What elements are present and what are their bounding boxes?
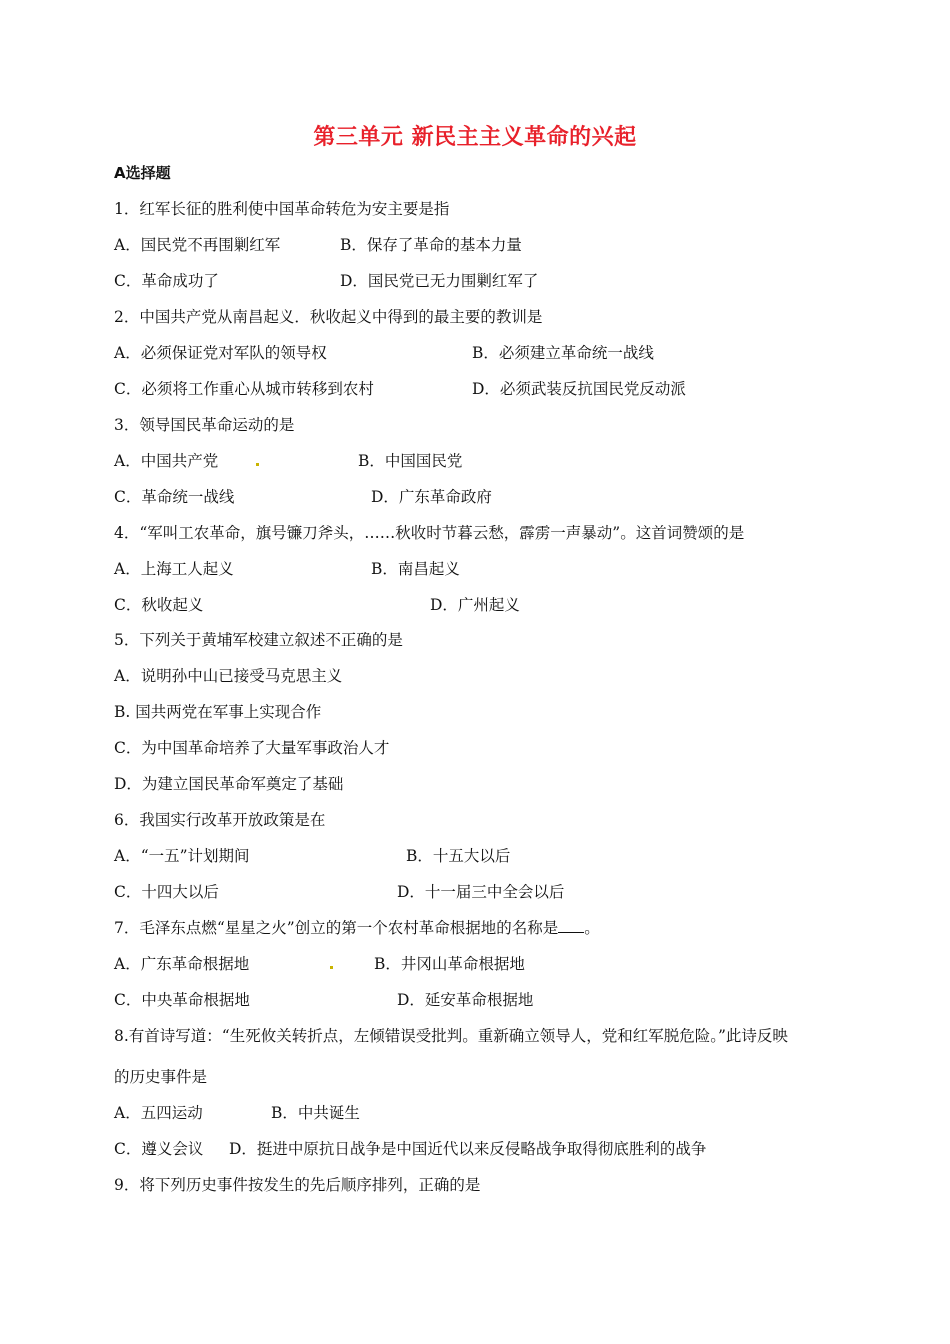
question-5-option-b: B. 国共两党在军事上实现合作 — [114, 703, 322, 721]
question-7-stem-line — [114, 918, 600, 938]
question-8-option-c: C．遵义会议 — [114, 1140, 204, 1158]
question-8-option-b: B．中共诞生 — [271, 1104, 360, 1122]
question-2-stem: 2．中国共产党从南昌起义．秋收起义中得到的最主要的教训是 — [114, 308, 543, 326]
question-3-option-a: A．中国共产党 — [114, 452, 219, 470]
question-7-option-b: B．井冈山革命根据地 — [374, 955, 525, 973]
question-7-option-a: A．广东革命根据地 — [114, 955, 250, 973]
question-5-option-a: A．说明孙中山已接受马克思主义 — [114, 667, 343, 685]
scan-mark — [256, 463, 259, 466]
question-8-stem-continued: 的历史事件是 — [114, 1068, 208, 1086]
question-8-option-a: A．五四运动 — [114, 1104, 203, 1122]
question-1-stem: 1．红军长征的胜利使中国革命转危为安主要是指 — [114, 200, 450, 218]
question-4-stem: 4．“军叫工农革命，旗号镰刀斧头，……秋收时节暮云愁，霹雳一声暴动”。这首词赞颂的是 — [114, 524, 745, 542]
question-7-stem-end: 。 — [584, 919, 600, 937]
question-5-stem: 5．下列关于黄埔军校建立叙述不正确的是 — [114, 631, 403, 649]
question-2-option-d: D．必须武装反抗国民党反动派 — [472, 380, 686, 398]
question-6-option-c: C．十四大以后 — [114, 883, 219, 901]
question-3-option-d: D．广东革命政府 — [371, 488, 492, 506]
question-8-stem: 8.有首诗写道：“生死攸关转折点，左倾错误受批判。重新确立领导人，党和红军脱危险。”此诗反映 — [114, 1027, 788, 1045]
question-1-option-a: A．国民党不再围剿红军 — [114, 236, 281, 254]
question-3-stem: 3．领导国民革命运动的是 — [114, 416, 295, 434]
question-2-option-a: A．必须保证党对军队的领导权 — [114, 344, 327, 362]
question-7-option-c: C．中央革命根据地 — [114, 991, 250, 1009]
question-4-option-c: C．秋收起义 — [114, 596, 204, 614]
question-1-option-b: B．保存了革命的基本力量 — [340, 236, 522, 254]
answer-blank — [558, 918, 584, 933]
question-4-option-a: A．上海工人起义 — [114, 560, 234, 578]
section-heading: A选择题 — [114, 164, 171, 182]
question-3-option-b: B．中国国民党 — [358, 452, 463, 470]
question-7-option-d: D．延安革命根据地 — [397, 991, 534, 1009]
question-2-option-c: C．必须将工作重心从城市转移到农村 — [114, 380, 374, 398]
question-6-option-d: D．十一届三中全会以后 — [397, 883, 565, 901]
question-2-option-b: B．必须建立革命统一战线 — [472, 344, 654, 362]
question-1-option-c: C．革命成功了 — [114, 272, 219, 290]
question-9-stem: 9．将下列历史事件按发生的先后顺序排列，正确的是 — [114, 1176, 481, 1194]
question-3-option-c: C．革命统一战线 — [114, 488, 235, 506]
question-4-option-b: B．南昌起义 — [371, 560, 460, 578]
question-1-option-d: D．国民党已无力围剿红军了 — [340, 272, 539, 290]
question-7-stem: 7．毛泽东点燃“星星之火”创立的第一个农村革命根据地的名称是 — [114, 919, 559, 937]
question-8-option-d: D．挺进中原抗日战争是中国近代以来反侵略战争取得彻底胜利的战争 — [229, 1140, 707, 1158]
question-6-option-b: B．十五大以后 — [406, 847, 511, 865]
question-6-stem: 6．我国实行改革开放政策是在 — [114, 811, 326, 829]
question-5-option-d: D．为建立国民革命军奠定了基础 — [114, 775, 344, 793]
question-6-option-a: A．“一五”计划期间 — [114, 847, 250, 865]
scan-mark — [330, 966, 333, 969]
question-4-option-d: D．广州起义 — [430, 596, 520, 614]
page-title: 第三单元 新民主主义革命的兴起 — [313, 125, 637, 150]
question-5-option-c: C．为中国革命培养了大量军事政治人才 — [114, 739, 390, 757]
